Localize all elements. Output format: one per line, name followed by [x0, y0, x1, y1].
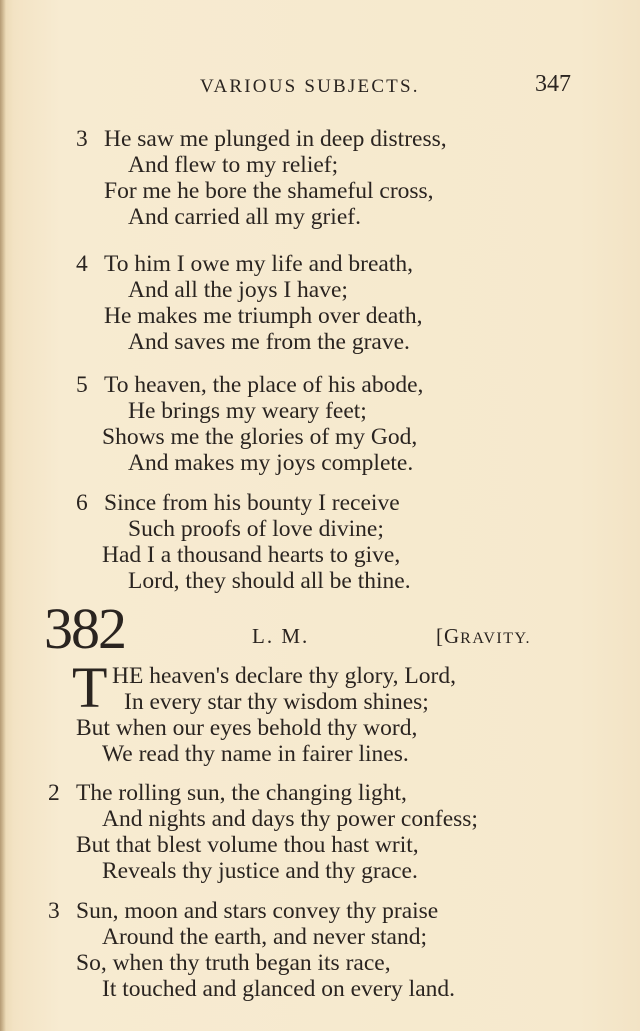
- verse-line: And carried all my grief.: [128, 204, 361, 230]
- verse-line: Since from his bounty I receive: [104, 490, 400, 516]
- tune-bracket: [: [436, 624, 444, 648]
- drop-cap: T: [72, 655, 108, 720]
- page-gutter-shadow: [0, 0, 6, 1031]
- verse-line: And saves me from the grave.: [128, 329, 410, 355]
- verse-line: Had I a thousand hearts to give,: [102, 542, 401, 568]
- verse-line: In every star thy wisdom shines;: [124, 689, 429, 715]
- verse-line: He makes me triumph over death,: [104, 303, 423, 329]
- verse-line: Lord, they should all be thine.: [128, 568, 411, 594]
- page-number: 347: [535, 71, 571, 97]
- verse-line: And flew to my relief;: [128, 152, 339, 178]
- verse-line: And makes my joys complete.: [128, 450, 414, 476]
- verse-line: For me he bore the shameful cross,: [104, 178, 434, 204]
- tune-initial: G: [444, 624, 461, 648]
- verse-line: Around the earth, and never stand;: [102, 924, 427, 950]
- stanza-number: 3: [76, 126, 88, 152]
- verse-line: And all the joys I have;: [128, 277, 348, 303]
- verse-line: He brings my weary feet;: [128, 398, 367, 424]
- verse-line: Such proofs of love divine;: [128, 516, 384, 542]
- verse-line: And nights and days thy power confess;: [102, 806, 478, 832]
- stanza-number: 3: [48, 898, 60, 924]
- tune-name: [436, 624, 531, 649]
- verse-line: The rolling sun, the changing light,: [76, 780, 407, 806]
- verse-line: To heaven, the place of his abode,: [104, 372, 424, 398]
- running-header: VARIOUS SUBJECTS.: [200, 76, 420, 97]
- verse-line: To him I owe my life and breath,: [104, 251, 413, 277]
- hymn-meter: L. M.: [252, 624, 310, 648]
- verse-line: Reveals thy justice and thy grace.: [102, 858, 418, 884]
- stanza-number: 6: [76, 490, 88, 516]
- verse-line: We read thy name in fairer lines.: [102, 741, 409, 767]
- stanza-number: 4: [76, 251, 88, 277]
- verse-line: So, when thy truth began its race,: [76, 950, 391, 976]
- verse-line: HE heaven's declare thy glory, Lord,: [112, 663, 456, 689]
- verse-line: Shows me the glories of my God,: [102, 424, 418, 450]
- verse-line: It touched and glanced on every land.: [102, 976, 456, 1002]
- stanza-number: 5: [76, 372, 88, 398]
- hymn-number: 382: [44, 596, 125, 661]
- verse-line: But when our eyes behold thy word,: [76, 715, 418, 741]
- stanza-number: 2: [48, 780, 60, 806]
- verse-line: But that blest volume thou hast writ,: [76, 832, 419, 858]
- verse-line: Sun, moon and stars convey thy praise: [76, 898, 439, 924]
- tune-rest: RAVITY.: [460, 630, 531, 647]
- verse-line: He saw me plunged in deep distress,: [104, 126, 447, 152]
